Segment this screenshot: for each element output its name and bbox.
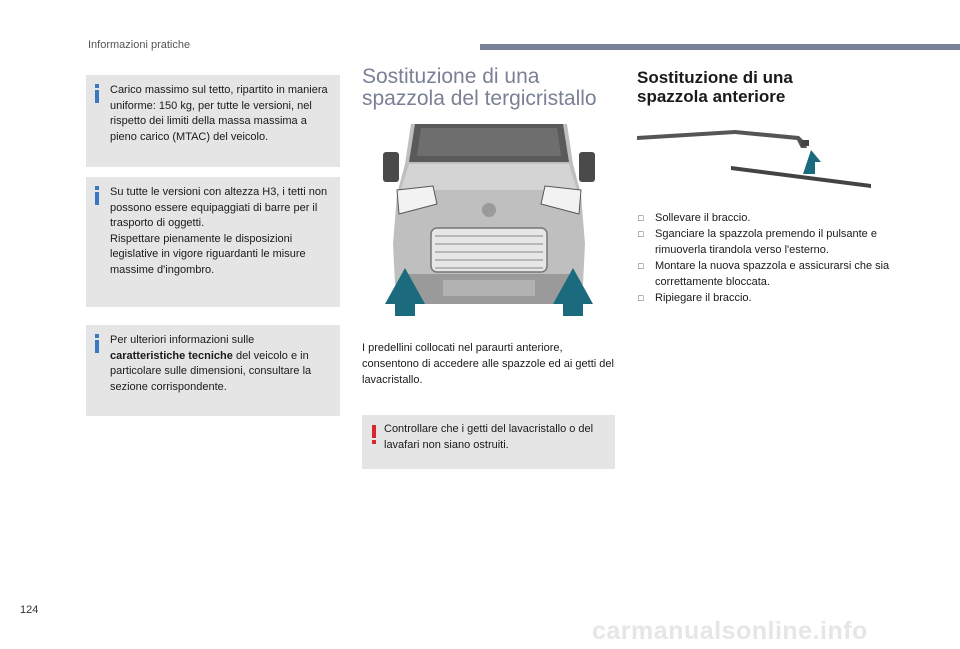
- checkbox-icon: □: [638, 261, 644, 271]
- warning-box: [362, 415, 615, 469]
- steps-list: [637, 210, 897, 306]
- info-text: Su tutte le versioni con altezza H3, i tetti non possono essere equipaggiati di barre per il trasporto di oggetti.: [110, 186, 328, 229]
- header-bar: [480, 44, 960, 50]
- list-item: □ Montare la nuova spazzola e assicurarsi che sia correttamente bloccata.: [638, 260, 890, 288]
- info-text: Per ulteriori informazioni sulle caratteristiche tecniche del veicolo e in particolare sulle dimensioni, consultare la sezione corrispondente.: [110, 334, 312, 393]
- section-label: Informazioni pratiche: [88, 39, 191, 51]
- info-text-2: Rispettare pienamente le disposizioni legislative in vigore riguardanti le misure massime d'ingombro.: [110, 232, 306, 276]
- page-number: 124: [20, 604, 39, 616]
- footboards-paragraph: I predellini collocati nel paraurti anteriore, consentono di accedere alle spazzole ed ai getti del lavacristallo.: [362, 342, 614, 386]
- checkbox-icon: □: [638, 293, 644, 303]
- list-item: □ Sganciare la spazzola premendo il pulsante e rimuoverla tirandola verso l'esterno.: [638, 228, 877, 256]
- wiper-blade-illustration: [635, 126, 875, 192]
- checkbox-icon: □: [638, 229, 644, 239]
- watermark: carmanualsonline.info: [592, 617, 868, 645]
- van-front-illustration: [381, 124, 597, 316]
- info-icon: [95, 334, 99, 354]
- warning-text: Controllare che i getti del lavacristallo o del lavafari non siano ostruiti.: [384, 423, 594, 451]
- warning-icon: [372, 425, 377, 445]
- info-box-technical: [86, 325, 340, 416]
- bold-link-text: caratteristiche tecniche: [110, 349, 233, 362]
- info-icon: [95, 186, 99, 206]
- section-title-front-wiper: Sostituzione di una spazzola anteriore: [637, 68, 793, 106]
- section-title-wiper: Sostituzione di una spazzola del tergicristallo: [362, 65, 597, 110]
- list-item: □ Ripiegare il braccio.: [638, 292, 752, 304]
- list-item: □ Sollevare il braccio.: [638, 212, 751, 224]
- info-box-roof-load: [86, 75, 340, 167]
- checkbox-icon: □: [638, 213, 644, 223]
- info-text: Carico massimo sul tetto, ripartito in maniera uniforme: 150 kg, per tutte le versioni, nel rispetto dei limiti della massa massima a pieno carico (MTAC) del veicolo.: [110, 84, 328, 143]
- info-box-roof-bars: [86, 177, 340, 307]
- info-icon: [95, 84, 99, 104]
